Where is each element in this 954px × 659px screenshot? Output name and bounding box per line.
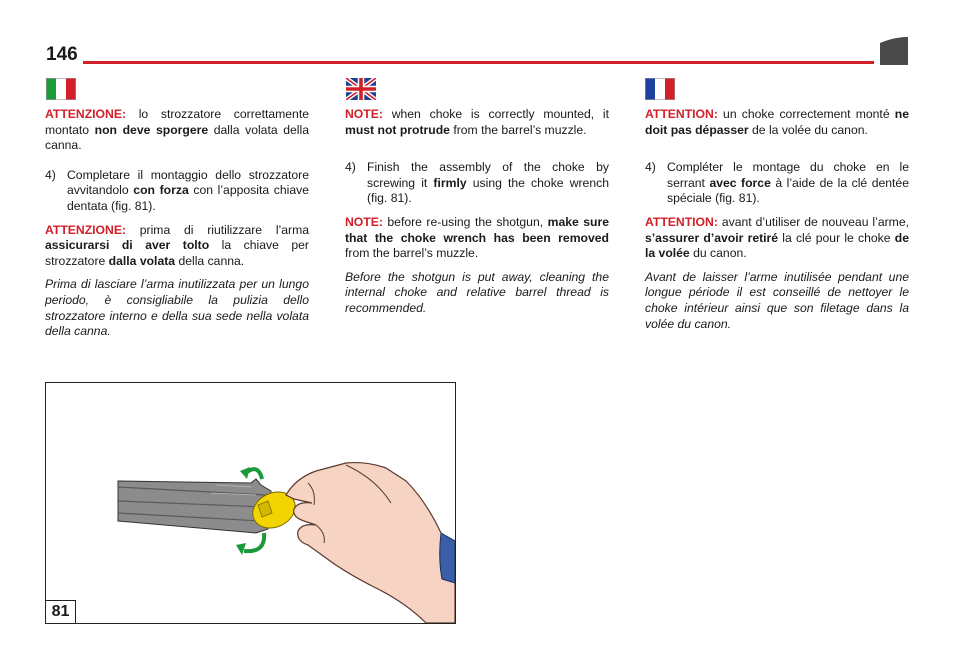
italian-note-2: ATTENZIONE: prima di riutilizzare l’arma assicurarsi di aver tolto la chiave per strozzatore dalla volata della canna. bbox=[45, 222, 309, 268]
english-note-1: NOTE: when choke is correctly mounted, it must not protrude from the barrel’s muzzle. bbox=[345, 107, 609, 137]
french-step-4: 4) Compléter le montage du choke en le serrant avec force à l’aide de la clé dentée spéciale (fig. 81). bbox=[645, 160, 909, 206]
french-closing: Avant de laisser l’arme inutilisée pendant une longue période il est conseillé de nettoyer le choke intérieur ainsi que son filetage dans la volée du canon. bbox=[645, 269, 909, 331]
french-flag-icon bbox=[645, 78, 675, 100]
english-step-4: 4) Finish the assembly of the choke by screwing it firmly using the choke wrench (fig. 81). bbox=[345, 160, 609, 206]
chapter-tab-icon bbox=[880, 37, 908, 65]
header-rule bbox=[83, 61, 874, 64]
italian-closing: Prima di lasciare l’arma inutilizzata per un lungo periodo, è consigliabile la pulizia dello strozzatore interno e della sua sede nella volata della canna. bbox=[45, 277, 309, 339]
italian-note-1: ATTENZIONE: lo strozzatore correttamente montato non deve sporgere dalla volata della canna. bbox=[45, 107, 309, 153]
italian-column bbox=[45, 107, 309, 348]
choke-wrench-illustration bbox=[46, 383, 455, 623]
english-column bbox=[345, 107, 609, 325]
figure-label: 81 bbox=[46, 600, 76, 623]
french-note-2: ATTENTION: avant d’utiliser de nouveau l’arme, s’assurer d’avoir retiré la clé pour le choke de la volée du canon. bbox=[645, 214, 909, 261]
english-closing: Before the shotgun is put away, cleaning the internal choke and relative barrel thread is recommended. bbox=[345, 269, 609, 315]
french-column bbox=[645, 107, 909, 340]
english-note-2: NOTE: before re-using the shotgun, make sure that the choke wrench has been removed from the barrel’s muzzle. bbox=[345, 214, 610, 261]
italian-step-4: 4) Completare il montaggio dello strozzatore avvitandolo con forza con l’apposita chiave dentata (fig. 81). bbox=[45, 167, 309, 213]
french-note-1: ATTENTION: un choke correctement monté ne doit pas dépasser de la volée du canon. bbox=[645, 107, 909, 137]
figure-81 bbox=[45, 382, 456, 624]
italian-flag-icon bbox=[46, 78, 76, 100]
uk-flag-icon bbox=[346, 78, 376, 100]
page-number: 146 bbox=[46, 44, 78, 65]
